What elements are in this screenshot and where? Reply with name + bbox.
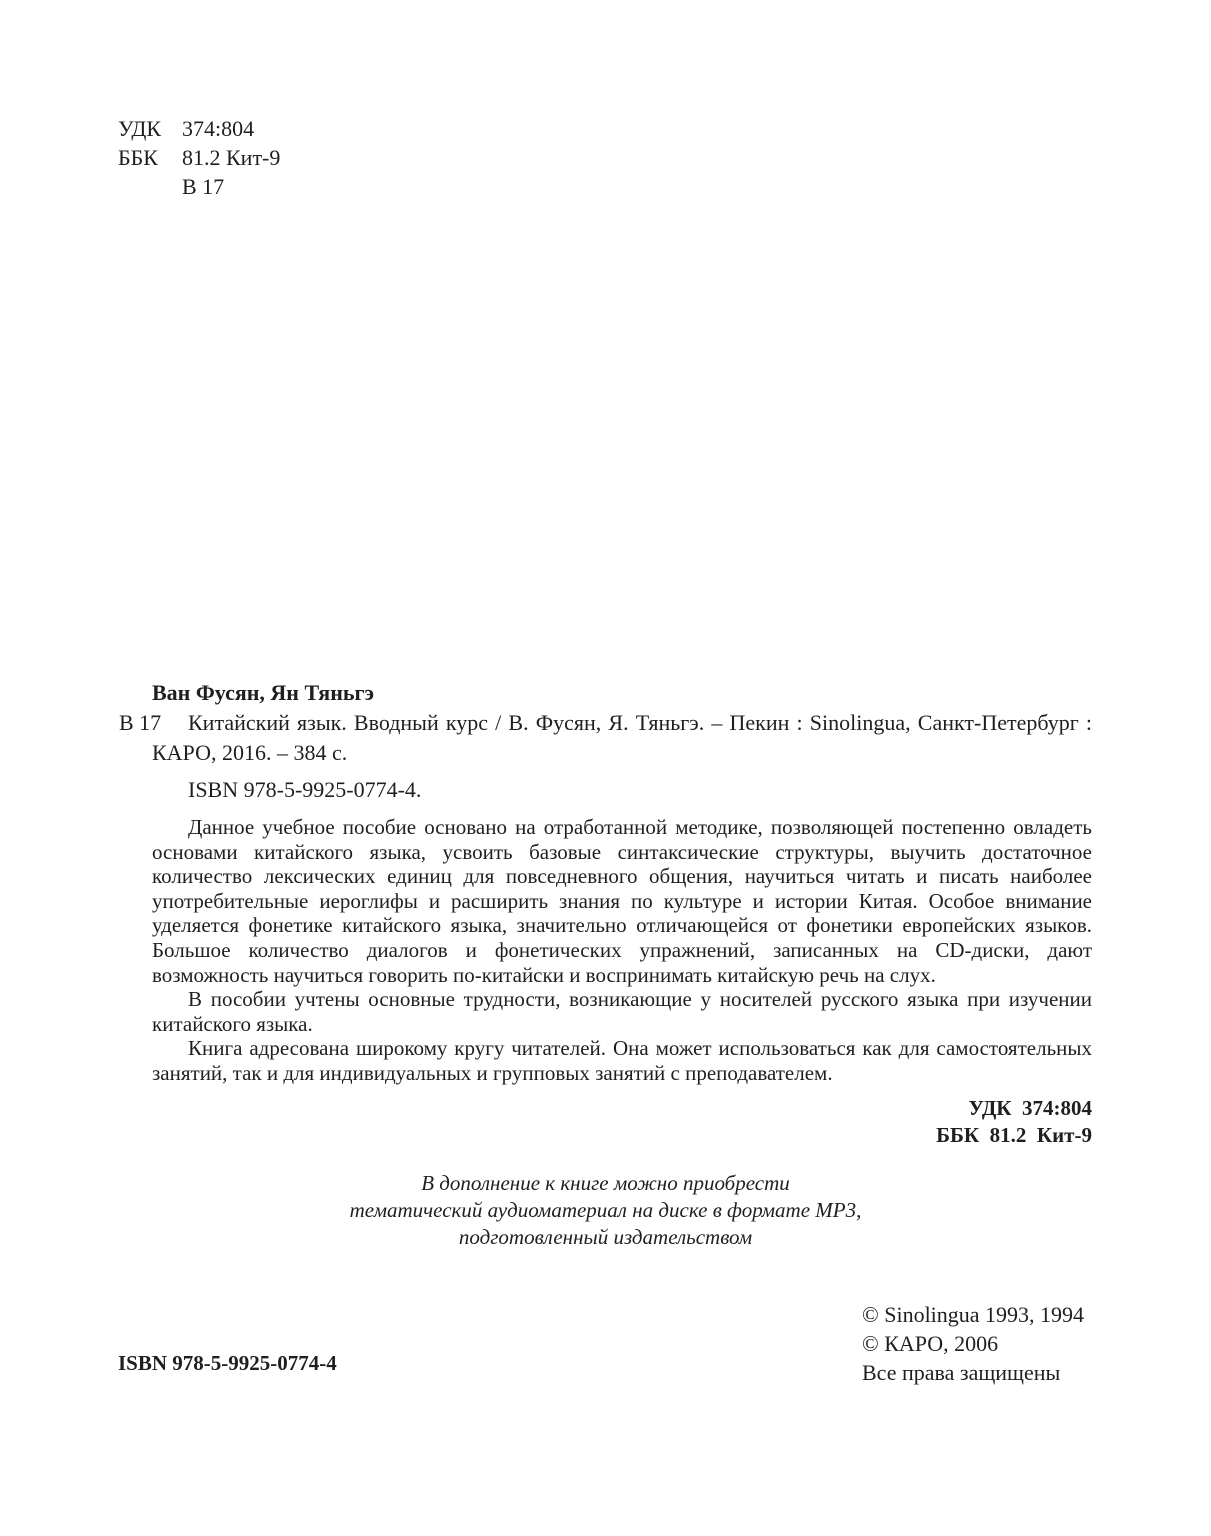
authors-heading: Ван Фусян, Ян Тяньгэ: [152, 680, 375, 705]
copyright-line: © Sinolingua 1993, 1994: [862, 1302, 1085, 1327]
rights-reserved: Все права защищены: [862, 1360, 1061, 1385]
audio-addon-note: [0, 1170, 1211, 1251]
udk-bottom: УДК 374:804: [968, 1096, 1092, 1120]
annotation-paragraph: Данное учебное пособие основано на отработанной методике, позволяющей постепенно овладеть основами китайского языка, усвоить базовые синтаксические структуры, выучить достаточное количество лексических единиц для повседневного общения, научиться читать и писать наиболее употребительные иероглифы и расширить знания по культуре и истории Китая. Особое внимание уделяется фонетике китайского языка, значительно отличающейся от фонетики европейских языков. Большое количество диалогов и фонетических упражнений, записанных на CD-диски, дают возможность научиться говорить по-китайски и воспринимать китайскую речь на слух.: [152, 815, 1092, 987]
udk-value: 374:804: [182, 116, 255, 141]
author-sign: В 17: [182, 174, 225, 199]
bbk-row: [118, 143, 280, 172]
annotation-paragraph: Книга адресована широкому кругу читателей. Она может использоваться как для самостоятельных занятий, так и для индивидуальных и групповых занятий с преподавателем.: [152, 1036, 1092, 1085]
bibliographic-description: Китайский язык. Вводный курс / В. Фусян, Я. Тяньгэ. – Пекин : Sinolingua, Санкт-Петербург : КАРО, 2016. – 384 с.: [152, 710, 1092, 765]
addon-line: В дополнение к книге можно приобрести: [421, 1171, 790, 1195]
addon-line: подготовленный издательством: [458, 1225, 753, 1249]
copyright-block: [862, 1300, 1084, 1387]
classification-top: [118, 114, 280, 201]
udk-row: [118, 114, 280, 143]
card-author-sign: В 17: [119, 710, 162, 735]
classification-bottom: [936, 1095, 1092, 1149]
isbn-bottom: ISBN 978-5-9925-0774-4: [118, 1351, 337, 1375]
bbk-label: ББК: [118, 145, 158, 170]
bbk-bottom: ББК 81.2 Кит-9: [936, 1123, 1092, 1147]
addon-line: тематический аудиоматериал на диске в формате MP3,: [349, 1198, 862, 1222]
annotation: [152, 815, 1092, 1086]
author-sign-row: [118, 172, 280, 201]
card-isbn: ISBN 978-5-9925-0774-4.: [188, 777, 422, 802]
bbk-value: 81.2 Кит-9: [182, 145, 281, 170]
copyright-line: © КАРО, 2006: [862, 1331, 999, 1356]
udk-label: УДК: [118, 116, 162, 141]
annotation-paragraph: В пособии учтены основные трудности, возникающие у носителей русского языка при изучении китайского языка.: [152, 987, 1092, 1036]
